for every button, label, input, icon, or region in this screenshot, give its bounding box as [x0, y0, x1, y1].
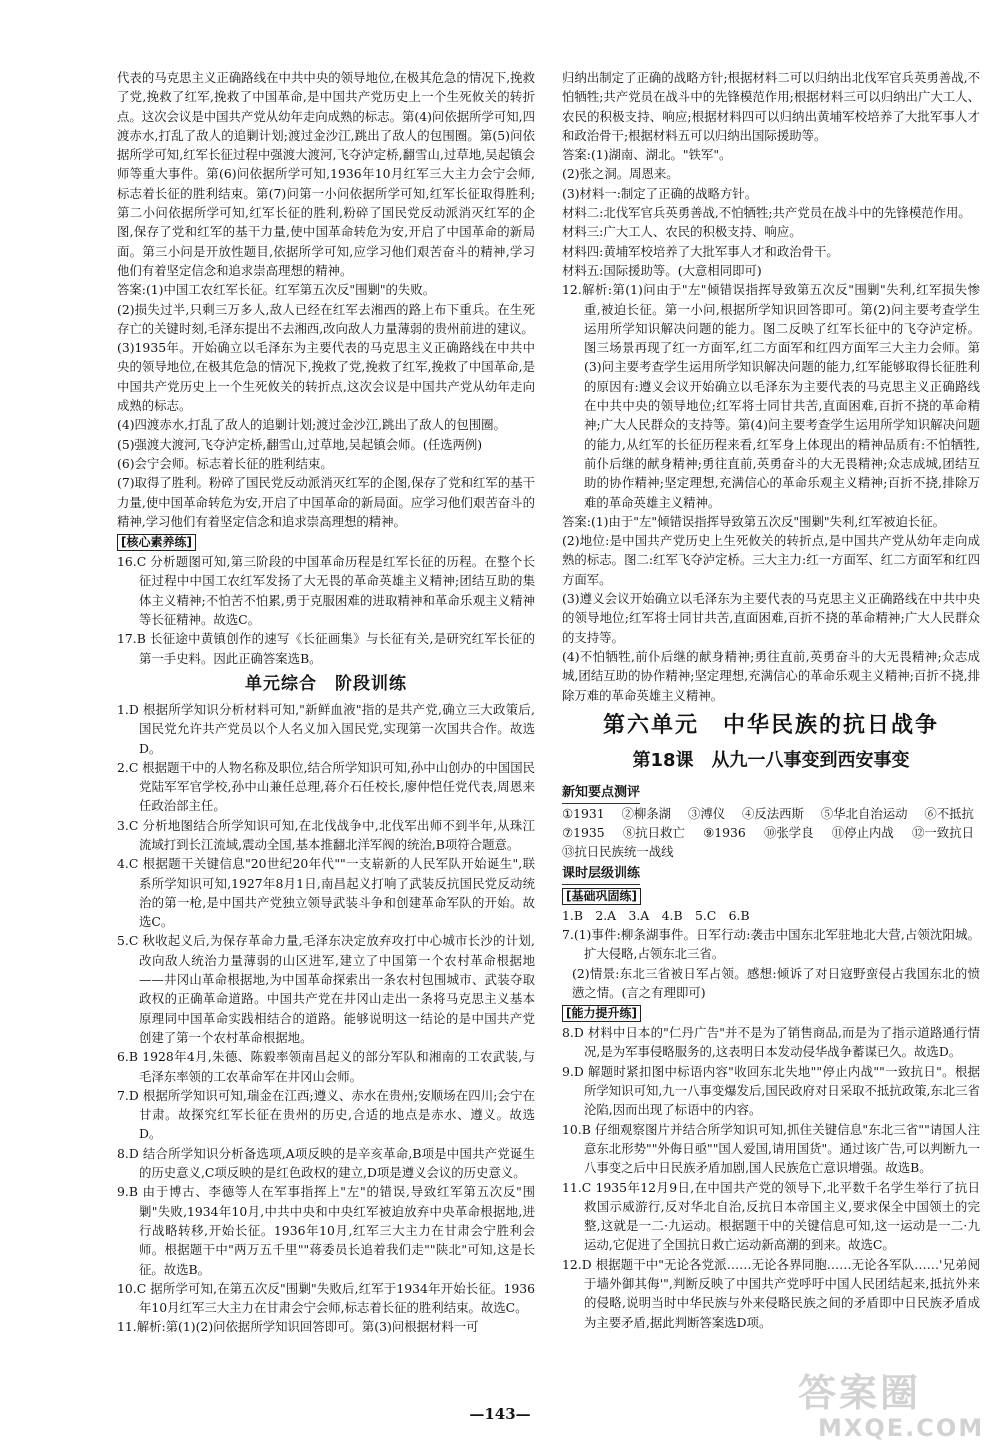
answer-line: 材料四:黄埔军校培养了大批军事人才和政治骨干。 — [562, 243, 839, 259]
analysis-paragraph: 归纳出制定了正确的战略方针;根据材料二可以归纳出北伐军官兵英勇善战,不怕牺牲;共产党员在战斗中的先锋模范作用;根据材料三可以归纳出广大工人、农民的积极支持、响应;根据材料四可以归纳出黄埔军校培养了大批军事人才和政治骨干;根据材料五可以归纳出国际援助等。 — [562, 70, 980, 143]
answer-line: (4)不怕牺牲,前仆后继的献身精神;勇往直前,英勇奋斗的大无畏精神;众志成城,团结互助的协作精神;坚定理想,充满信心的革命乐观主义精神;百折不挠,排除万难的革命英雄主义精神。 — [562, 648, 980, 703]
right-column — [562, 68, 980, 1332]
answer-line: (2)损失过半,只剩三万多人,敌人已经在红军去湘西的路上布下重兵。在生死存亡的关键时刻,毛泽东提出不去湘西,改向敌人力量薄弱的贵州前进的建议。 — [117, 301, 535, 336]
section-label-basic: [基础巩固练] — [562, 888, 641, 905]
answer-line: 答案:(1)中国工农红军长征。红军第五次反"围剿"的失败。 — [117, 282, 436, 298]
section-label-core: [核心素养练] — [117, 534, 196, 551]
question-item: 10.B 仔细观察图片并结合所学知识可知,抓住关键信息"东北三省""请国人注意东北形势""外侮日亟""国人爱国,请用国货"。通过该广告,可以判断九一八事变之后中日民族矛盾加剧,国人民族危亡意识增强。故选B。 — [562, 1121, 980, 1176]
unit-title: 第六单元 中华民族的抗日战争 — [602, 712, 939, 738]
answer-line: (5)强渡大渡河,飞夺泸定桥,翻雪山,过草地,吴起镇会师。(任选两例) — [117, 436, 483, 452]
question-item: 7.(1)事件:柳条湖事件。日军行动:袭击中国东北军驻地北大营,占领沈阳城。扩大侵略,占领东北三省。 — [562, 926, 980, 962]
answer-line: (3)遵义会议开始确立以毛泽东为主要代表的马克思主义正确路线在中共中央的领导地位;红军将士同甘共苦,直面困难,百折不挠的革命精神;广大人民群众的支持等。 — [562, 591, 980, 645]
answer-line: (4)四渡赤水,打乱了敌人的追剿计划;渡过金沙江,跳出了敌人的包围圈。 — [117, 417, 506, 433]
question-item: 16.C 分析题图可知,第三阶段的中国革命历程是红军长征的历程。在整个长征过程中中国工农红军发扬了大无畏的革命英雄主义精神;团结互助的集体主义精神;不怕苦不怕累,勇于克服困难的进取精神和革命乐观主义精神等长征精神。故选C。 — [117, 554, 535, 628]
key-points — [562, 804, 980, 862]
analysis-paragraph: 代表的马克思主义正确路线在中共中央的领导地位,在极其危急的情况下,挽救了党,挽救了红军,挽救了中国革命,是中国共产党历史上一个生死攸关的转折点。这次会议是中国共产党从幼年走向成熟的标志。第(4)问依据所学可知,四渡赤水,打乱了敌人的追剿计划;渡过金沙江,跳出了敌人的包围圈。第(5)问依据所学可知,红军长征过程中强渡大渡河,飞夺泸定桥,翻雪山,过草地,吴起镇会师等重大事件。第(6)问依据所学可知,1936年10月红军三大主力会宁会师,标志着长征的胜利结束。第(7)问第一小问依据所学可知,红军长征取得胜利;第二小问依据所学可知,红军长征的胜利,粉碎了国民党反动派消灭红军的企图,保存了党和红军的基干力量,使中国革命转危为安,开启了中国革命的新局面。第三小问是开放性题目,依据所学可知,应学习他们艰苦奋斗的精神,学习他们有着坚定信念和追求崇高理想的精神。 — [117, 70, 535, 278]
key-point: ⑥不抵抗 — [924, 805, 974, 821]
question-item: 10.C 据所学可知,在第五次反"围剿"失败后,红军于1934年开始长征。1936年10月红军三大主力在甘肃会宁会师,标志着长征的胜利结束。故选C。 — [117, 1280, 535, 1316]
question-item: 9.D 解题时紧扣图中标语内容"收回东北失地""停止内战""一致抗日"。根据所学知识可知,九一八事变爆发后,国民政府对日采取不抵抗政策,东北三省沦陷,因而出现了标语中的内容。 — [562, 1063, 980, 1118]
answer-line: (2)张之洞。周恩来。 — [562, 166, 679, 182]
question-item: 12.解析:第(1)问由于"左"倾错误指挥导致第五次反"围剿"失利,红军损失惨重,被迫长征。第一小问,根据所学知识回答即可。第(2)问主要考查学生运用所学知识解决问题的能力。图二反映了红军长征中的飞夺泸定桥。图三场景再现了红一方面军,红二方面军和红四方面军三大主力会师。第(3)问主要考查学生运用所学知识解决问题的能力,红军能够取得长征胜利的原因有:遵义会议开始确立以毛泽东为主要代表的马克思主义正确路线在中共中央的领导地位;红军将士同甘共苦,直面困难,百折不挠的革命精神;广大人民群众的支持等。第(4)问主要考查学生运用所学知识解决问题的能力,从红军的长征历程来看,红军身上体现出的精神品质有:不怕牺牲,前仆后继的献身精神;勇往直前,英勇奋斗的大无畏精神;众志成城,团结互助的协作精神;坚定理想,充满信心的革命乐观主义精神;百折不挠,排除万难的革命英雄主义精神。 — [562, 282, 980, 510]
question-item: 8.D 材料中日本的"仁丹广告"并不是为了销售商品,而是为了指示道路通行情况,是为军事侵略服务的,这表明日本发动侵华战争蓄谋已久。故选D。 — [562, 1025, 980, 1060]
question-item: 11.C 1935年12月9日,在中国共产党的领导下,北平数千名学生举行了抗日救国示威游行,反对华北自治,反抗日本帝国主义,要求保全中国领土的完整,这就是一二·九运动。根据题干中的关键信息可知,这一运动是一二·九运动,它促进了全国抗日救亡运动新高潮的到来。故选C。 — [562, 1179, 980, 1253]
lesson-title: 第18课 从九一八事变到西安事变 — [632, 749, 910, 771]
new-knowledge-label: 新知要点测评 — [562, 783, 640, 804]
tiered-training-label: 课时层级训练 — [562, 864, 640, 885]
key-point: ②柳条湖 — [621, 805, 672, 821]
question-item: 9.B 由于博古、李德等人在军事指挥上"左"的错误,导致红军第五次反"围剿"失败,1934年10月,中共中央和中央红军被迫放弃中央革命根据地,进行战略转移,开始长征。1936年10月,红军三大主力在甘肃会宁胜利会师。根据题干中"两万五千里""蒋委员长追着我们走""陕北"可知,这是长征。故选B。 — [117, 1184, 535, 1277]
answer-line: 答案:(1)湖南、湖北。"铁军"。 — [562, 147, 732, 163]
key-point: ⑨1936 — [703, 825, 746, 841]
question-item: 17.B 长征途中黄镇创作的速写《长征画集》与长征有关,是研究红军长征的第一手史料。因此正确答案选B。 — [117, 631, 535, 666]
question-item: 4.C 根据题干关键信息"20世纪20年代""一支崭新的人民军队开始诞生",联系所学知识可知,1927年8月1日,南昌起义打响了武装反抗国民党反动统治的第一枪,是中国共产党独立领导武装斗争和创建革命军队的开始。故选C。 — [117, 856, 535, 930]
answer-line: 材料五:国际援助等。(大意相同即可) — [562, 262, 762, 278]
key-point: ⑪停止内战 — [831, 825, 894, 841]
question-item: 11.解析:第(1)(2)问依据所学知识回答即可。第(3)问根据材料一可 — [117, 1319, 479, 1335]
key-point: ⑦1935 — [562, 825, 605, 841]
watermark-text-small: MXQE.COM — [818, 1414, 985, 1442]
page-number: —143— — [469, 1405, 531, 1423]
key-point: ⑬抗日民族统一战线 — [562, 844, 674, 860]
answer-line: (7)取得了胜利。粉碎了国民党反动派消灭红军的企图,保存了党和红军的基干力量,使中国革命转危为安,开启了中国革命的新局面。应学习他们艰苦奋斗的精神,学习他们有着坚定信念和追求崇高理想的精神。 — [117, 475, 535, 529]
key-point: ④反法西斯 — [741, 805, 804, 821]
watermark-logo — [798, 1362, 994, 1446]
answer-line: (3)材料一:制定了正确的战略方针。 — [562, 185, 758, 201]
question-item: 2.C 根据题干中的人物名称及职位,结合所学知识可知,孙中山创办的中国国民党陆军军官学校,孙中山兼任总理,蒋介石任校长,廖仲恺任党代表,周恩来任政治部主任。 — [117, 759, 535, 814]
key-point: ③溥仪 — [687, 805, 726, 821]
answer-line: 材料三:广大工人、农民的积极支持、响应。 — [562, 224, 802, 240]
answer-line: 1.B 2.A 3.A 4.B 5.C 6.B — [562, 907, 750, 923]
unit-review-title: 单元综合 阶段训练 — [245, 673, 407, 694]
question-item: 3.C 分析地图结合所学知识可知,在北伐战争中,北伐军出师不到半年,从珠江流域打到长江流域,震动全国,基本推翻北洋军阀的统治,B项符合题意。 — [117, 817, 535, 852]
key-point: ⑤华北自治运动 — [820, 805, 908, 821]
section-label-ability: [能力提升练] — [562, 1005, 641, 1022]
answer-line: (6)会宁会师。标志着长征的胜利结束。 — [117, 455, 333, 471]
question-item: 5.C 秋收起义后,为保存革命力量,毛泽东决定放弃攻打中心城市长沙的计划,改向敌人统治力量薄弱的山区进军,建立了中国第一个农村革命根据地——井冈山革命根据地,为中国革命探索出一条农村包围城市、武装夺取政权的正确革命道路。中国共产党在井冈山走出一条将马克思主义基本原理同中国革命实践相结合的道路。能够说明这一结论的是中国共产党创建了第一个农村革命根据地。 — [117, 933, 535, 1045]
question-item: 12.D 根据题干中"无论各党派……无论各界同胞……无论各军队……'兄弟阋于墙外御其侮'",判断反映了中国共产党呼吁中国人民团结起来,抵抗外来的侵略,说明当时中华民族与外来侵略民族之间的矛盾即中日民族矛盾成为主要矛盾,据此判断答案选D项。 — [562, 1256, 980, 1330]
key-point: ⑩张学良 — [764, 825, 814, 841]
question-item: 8.D 结合所学知识分析备选项,A项反映的是辛亥革命,B项是中国共产党诞生的历史意义,C项反映的是红色政权的建立,D项是遵义会议的历史意义。 — [117, 1145, 535, 1181]
left-column — [117, 68, 535, 1337]
answer-line: 答案:(1)由于"左"倾错误指挥导致第五次反"围剿"失利,红军被迫长征。 — [562, 513, 946, 529]
question-item: 7.D 根据所学知识可知,瑞金在江西;遵义、赤水在贵州;安顺场在四川;会宁在甘肃。故探究红军长征在贵州的历史,合适的地点是赤水、遵义。故选D。 — [117, 1087, 535, 1142]
question-item: 1.D 根据所学知识分析材料可知,"新鲜血液"指的是共产党,确立三大政策后,国民党允许共产党员以个人名义加入国民党,实现第一次国共合作。故选D。 — [117, 701, 535, 756]
answer-line: (3)1935年。开始确立以毛泽东为主要代表的马克思主义正确路线在中共中央的领导地位,在极其危急的情况下,挽救了党,挽救了红军,挽救了中国革命,是中国共产党历史上一个生死攸关的转折点,这次会议是中国共产党从幼年走向成熟的标志。 — [117, 340, 535, 414]
watermark-text-large: 答案圈 — [798, 1371, 922, 1415]
answer-line: (2)地位:是中国共产党历史上生死攸关的转折点,是中国共产党从幼年走向成熟的标志。图二:红军飞夺泸定桥。三大主力:红一方面军、红二方面军和红四方面军。 — [562, 533, 980, 587]
key-point: ①1931 — [562, 805, 605, 821]
question-item: 6.B 1928年4月,朱德、陈毅率领南昌起义的部分军队和湘南的工农武装,与毛泽东率领的工农革命军在井冈山会师。 — [117, 1049, 535, 1084]
answer-line: (2)情景:东北三省被日军占领。感想:倾诉了对日寇野蛮侵占我国东北的愤懑之情。(言之有理即可) — [572, 965, 980, 1000]
key-point: ⑧抗日救亡 — [622, 825, 685, 841]
answer-line: 材料二:北伐军官兵英勇善战,不怕牺牲;共产党员在战斗中的先锋模范作用。 — [562, 205, 971, 221]
key-point: ⑫一致抗日 — [912, 825, 974, 841]
